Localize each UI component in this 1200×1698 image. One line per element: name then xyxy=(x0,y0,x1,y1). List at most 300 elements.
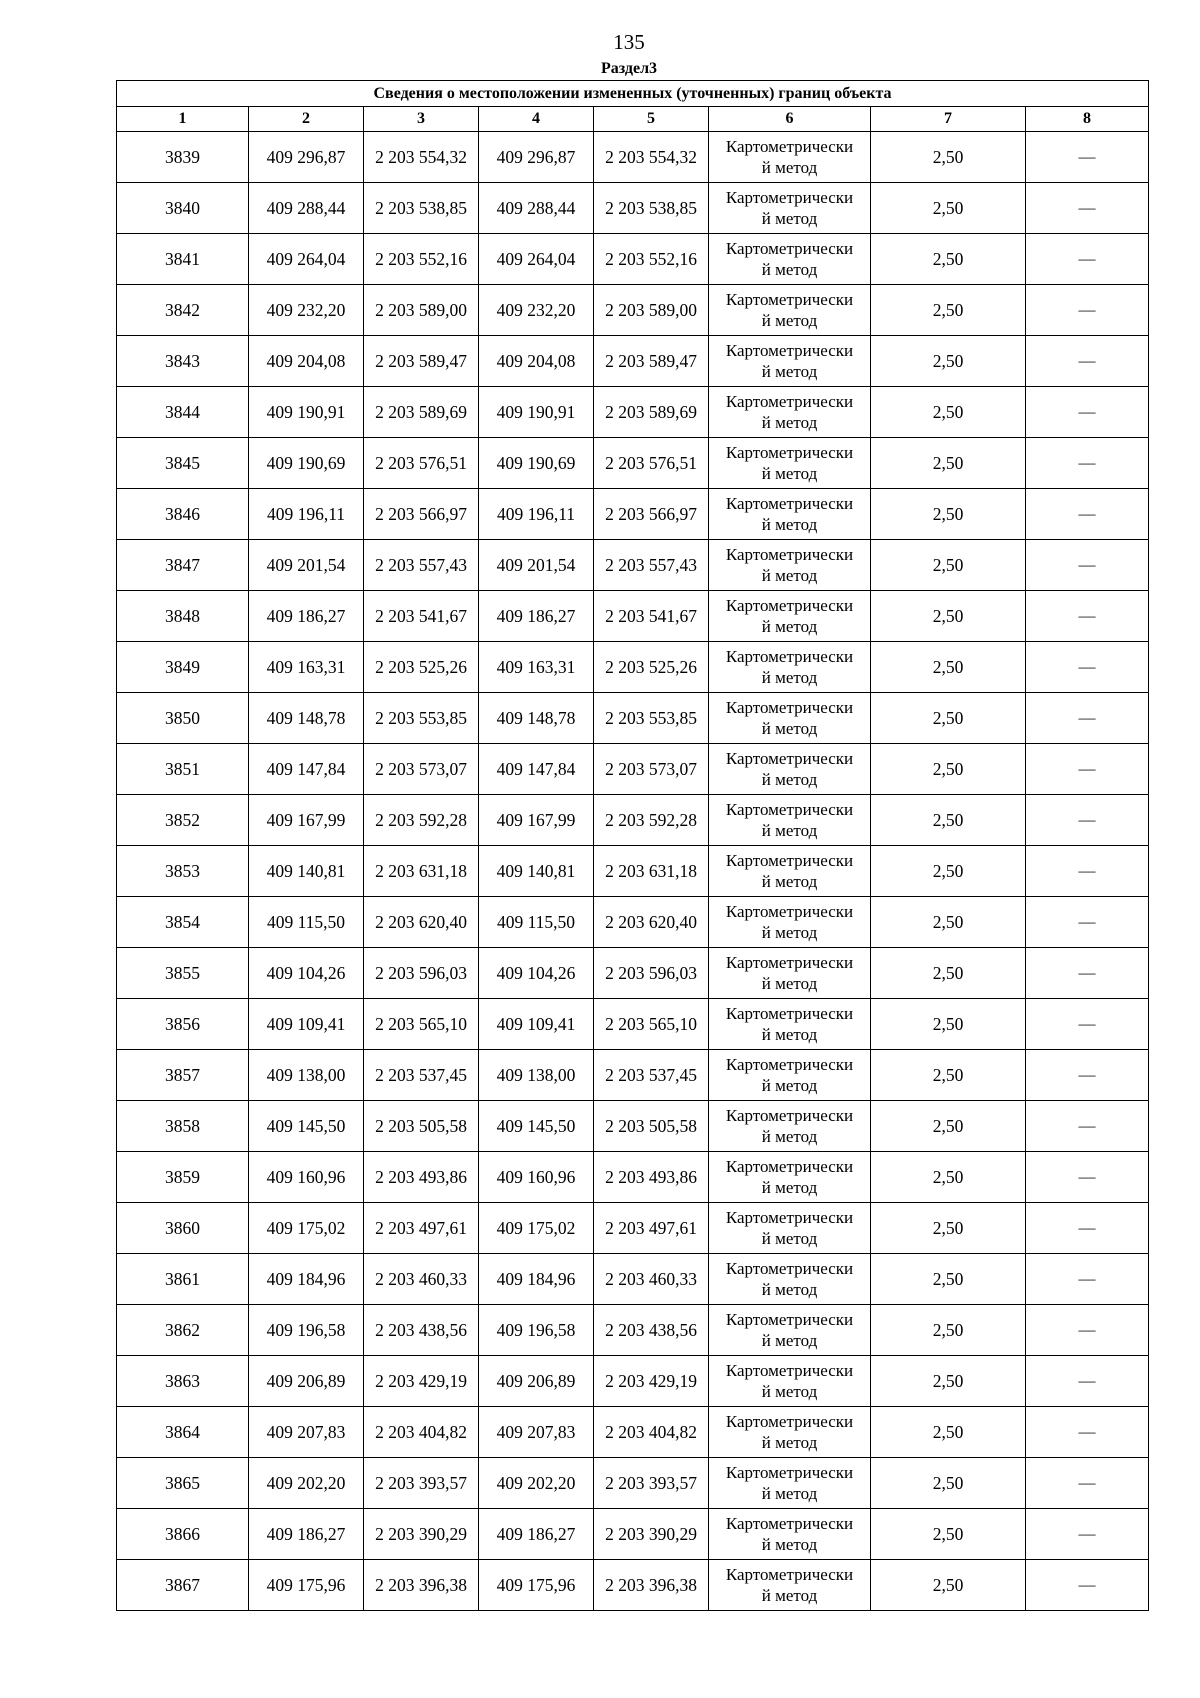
accuracy-cell: 2,50 xyxy=(871,285,1026,336)
point-number-cell: 3856 xyxy=(117,999,249,1050)
accuracy-cell: 2,50 xyxy=(871,1050,1026,1101)
method-line-2: й метод xyxy=(761,821,818,840)
table-row xyxy=(117,744,1149,795)
y-refined-cell: 2 203 592,28 xyxy=(594,795,709,846)
method-line-2: й метод xyxy=(761,617,818,636)
y-existing-cell: 2 203 631,18 xyxy=(364,846,479,897)
table-row xyxy=(117,897,1149,948)
point-number-cell: 3863 xyxy=(117,1356,249,1407)
column-number: 2 xyxy=(249,107,364,132)
y-refined-cell: 2 203 589,00 xyxy=(594,285,709,336)
point-number-cell: 3854 xyxy=(117,897,249,948)
method-cell xyxy=(709,591,871,642)
x-refined-cell: 409 175,96 xyxy=(479,1560,594,1611)
y-existing-cell: 2 203 573,07 xyxy=(364,744,479,795)
point-number-cell: 3839 xyxy=(117,132,249,183)
y-existing-cell: 2 203 565,10 xyxy=(364,999,479,1050)
note-cell: — xyxy=(1026,642,1149,693)
x-existing-cell: 409 202,20 xyxy=(249,1458,364,1509)
x-existing-cell: 409 232,20 xyxy=(249,285,364,336)
note-cell: — xyxy=(1026,1356,1149,1407)
column-number: 6 xyxy=(709,107,871,132)
note-cell: — xyxy=(1026,744,1149,795)
method-line-1: Картометрически xyxy=(725,341,854,360)
note-cell: — xyxy=(1026,897,1149,948)
method-line-2: й метод xyxy=(761,464,818,483)
method-cell xyxy=(709,489,871,540)
x-refined-cell: 409 296,87 xyxy=(479,132,594,183)
column-number: 7 xyxy=(871,107,1026,132)
note-cell: — xyxy=(1026,948,1149,999)
x-existing-cell: 409 167,99 xyxy=(249,795,364,846)
method-line-2: й метод xyxy=(761,872,818,891)
y-existing-cell: 2 203 552,16 xyxy=(364,234,479,285)
y-refined-cell: 2 203 438,56 xyxy=(594,1305,709,1356)
y-refined-cell: 2 203 460,33 xyxy=(594,1254,709,1305)
method-line-2: й метод xyxy=(761,1076,818,1095)
method-cell xyxy=(709,540,871,591)
method-line-1: Картометрически xyxy=(725,902,854,921)
accuracy-cell: 2,50 xyxy=(871,1356,1026,1407)
method-line-2: й метод xyxy=(761,668,818,687)
method-line-1: Картометрически xyxy=(725,1055,854,1074)
point-number-cell: 3840 xyxy=(117,183,249,234)
method-cell xyxy=(709,438,871,489)
note-cell: — xyxy=(1026,1050,1149,1101)
accuracy-cell: 2,50 xyxy=(871,795,1026,846)
method-line-1: Картометрически xyxy=(725,1004,854,1023)
note-cell: — xyxy=(1026,234,1149,285)
y-existing-cell: 2 203 438,56 xyxy=(364,1305,479,1356)
accuracy-cell: 2,50 xyxy=(871,387,1026,438)
table-row xyxy=(117,795,1149,846)
accuracy-cell: 2,50 xyxy=(871,744,1026,795)
x-existing-cell: 409 115,50 xyxy=(249,897,364,948)
y-existing-cell: 2 203 537,45 xyxy=(364,1050,479,1101)
table-row xyxy=(117,1101,1149,1152)
accuracy-cell: 2,50 xyxy=(871,693,1026,744)
method-line-2: й метод xyxy=(761,719,818,738)
x-refined-cell: 409 288,44 xyxy=(479,183,594,234)
method-cell xyxy=(709,387,871,438)
accuracy-cell: 2,50 xyxy=(871,234,1026,285)
table-row xyxy=(117,1152,1149,1203)
table-row xyxy=(117,1305,1149,1356)
x-refined-cell: 409 163,31 xyxy=(479,642,594,693)
method-line-2: й метод xyxy=(761,311,818,330)
y-refined-cell: 2 203 493,86 xyxy=(594,1152,709,1203)
note-cell: — xyxy=(1026,336,1149,387)
accuracy-cell: 2,50 xyxy=(871,438,1026,489)
table-row xyxy=(117,591,1149,642)
y-existing-cell: 2 203 538,85 xyxy=(364,183,479,234)
note-cell: — xyxy=(1026,1560,1149,1611)
x-refined-cell: 409 175,02 xyxy=(479,1203,594,1254)
accuracy-cell: 2,50 xyxy=(871,183,1026,234)
x-refined-cell: 409 186,27 xyxy=(479,1509,594,1560)
method-line-2: й метод xyxy=(761,515,818,534)
note-cell: — xyxy=(1026,999,1149,1050)
x-refined-cell: 409 148,78 xyxy=(479,693,594,744)
y-refined-cell: 2 203 396,38 xyxy=(594,1560,709,1611)
x-existing-cell: 409 196,58 xyxy=(249,1305,364,1356)
x-existing-cell: 409 163,31 xyxy=(249,642,364,693)
column-number: 3 xyxy=(364,107,479,132)
method-line-2: й метод xyxy=(761,1331,818,1350)
point-number-cell: 3859 xyxy=(117,1152,249,1203)
boundary-coordinates-table xyxy=(116,80,1149,1611)
table-row xyxy=(117,1509,1149,1560)
table-row xyxy=(117,1203,1149,1254)
y-refined-cell: 2 203 393,57 xyxy=(594,1458,709,1509)
x-existing-cell: 409 204,08 xyxy=(249,336,364,387)
method-line-2: й метод xyxy=(761,1280,818,1299)
note-cell: — xyxy=(1026,1254,1149,1305)
x-existing-cell: 409 288,44 xyxy=(249,183,364,234)
method-line-1: Картометрически xyxy=(725,1157,854,1176)
x-existing-cell: 409 145,50 xyxy=(249,1101,364,1152)
y-refined-cell: 2 203 631,18 xyxy=(594,846,709,897)
x-existing-cell: 409 148,78 xyxy=(249,693,364,744)
note-cell: — xyxy=(1026,540,1149,591)
method-line-1: Картометрически xyxy=(725,647,854,666)
method-cell xyxy=(709,1509,871,1560)
y-existing-cell: 2 203 620,40 xyxy=(364,897,479,948)
x-refined-cell: 409 196,11 xyxy=(479,489,594,540)
point-number-cell: 3844 xyxy=(117,387,249,438)
method-line-1: Картометрически xyxy=(725,1106,854,1125)
y-existing-cell: 2 203 589,47 xyxy=(364,336,479,387)
table-row xyxy=(117,1050,1149,1101)
x-refined-cell: 409 186,27 xyxy=(479,591,594,642)
method-cell xyxy=(709,285,871,336)
accuracy-cell: 2,50 xyxy=(871,642,1026,693)
note-cell: — xyxy=(1026,183,1149,234)
x-refined-cell: 409 201,54 xyxy=(479,540,594,591)
accuracy-cell: 2,50 xyxy=(871,1101,1026,1152)
column-number: 5 xyxy=(594,107,709,132)
note-cell: — xyxy=(1026,1458,1149,1509)
method-line-1: Картометрически xyxy=(725,1514,854,1533)
x-existing-cell: 409 184,96 xyxy=(249,1254,364,1305)
table-row xyxy=(117,693,1149,744)
y-existing-cell: 2 203 497,61 xyxy=(364,1203,479,1254)
x-existing-cell: 409 201,54 xyxy=(249,540,364,591)
method-line-1: Картометрически xyxy=(725,953,854,972)
table-row xyxy=(117,846,1149,897)
x-refined-cell: 409 160,96 xyxy=(479,1152,594,1203)
table-row xyxy=(117,285,1149,336)
method-line-2: й метод xyxy=(761,1535,818,1554)
point-number-cell: 3852 xyxy=(117,795,249,846)
point-number-cell: 3857 xyxy=(117,1050,249,1101)
note-cell: — xyxy=(1026,795,1149,846)
table-row xyxy=(117,132,1149,183)
x-existing-cell: 409 186,27 xyxy=(249,591,364,642)
note-cell: — xyxy=(1026,132,1149,183)
accuracy-cell: 2,50 xyxy=(871,999,1026,1050)
point-number-cell: 3865 xyxy=(117,1458,249,1509)
method-cell xyxy=(709,693,871,744)
method-cell xyxy=(709,795,871,846)
x-refined-cell: 409 104,26 xyxy=(479,948,594,999)
x-existing-cell: 409 190,91 xyxy=(249,387,364,438)
point-number-cell: 3858 xyxy=(117,1101,249,1152)
method-line-1: Картометрически xyxy=(725,1259,854,1278)
x-refined-cell: 409 196,58 xyxy=(479,1305,594,1356)
note-cell: — xyxy=(1026,1203,1149,1254)
method-cell xyxy=(709,1560,871,1611)
x-refined-cell: 409 206,89 xyxy=(479,1356,594,1407)
method-cell xyxy=(709,999,871,1050)
note-cell: — xyxy=(1026,1305,1149,1356)
x-existing-cell: 409 175,96 xyxy=(249,1560,364,1611)
accuracy-cell: 2,50 xyxy=(871,336,1026,387)
method-line-1: Картометрически xyxy=(725,1565,854,1584)
accuracy-cell: 2,50 xyxy=(871,1152,1026,1203)
method-cell xyxy=(709,183,871,234)
y-existing-cell: 2 203 553,85 xyxy=(364,693,479,744)
y-existing-cell: 2 203 393,57 xyxy=(364,1458,479,1509)
method-cell xyxy=(709,1254,871,1305)
x-refined-cell: 409 140,81 xyxy=(479,846,594,897)
y-refined-cell: 2 203 573,07 xyxy=(594,744,709,795)
x-refined-cell: 409 138,00 xyxy=(479,1050,594,1101)
point-number-cell: 3842 xyxy=(117,285,249,336)
column-number: 8 xyxy=(1026,107,1149,132)
point-number-cell: 3849 xyxy=(117,642,249,693)
table-row xyxy=(117,438,1149,489)
x-existing-cell: 409 186,27 xyxy=(249,1509,364,1560)
accuracy-cell: 2,50 xyxy=(871,1407,1026,1458)
x-existing-cell: 409 175,02 xyxy=(249,1203,364,1254)
x-refined-cell: 409 145,50 xyxy=(479,1101,594,1152)
point-number-cell: 3843 xyxy=(117,336,249,387)
x-refined-cell: 409 190,91 xyxy=(479,387,594,438)
method-line-2: й метод xyxy=(761,1433,818,1452)
table-caption-row xyxy=(117,81,1149,107)
x-refined-cell: 409 167,99 xyxy=(479,795,594,846)
table-row xyxy=(117,1458,1149,1509)
y-existing-cell: 2 203 460,33 xyxy=(364,1254,479,1305)
y-refined-cell: 2 203 589,47 xyxy=(594,336,709,387)
point-number-cell: 3862 xyxy=(117,1305,249,1356)
note-cell: — xyxy=(1026,1101,1149,1152)
point-number-cell: 3855 xyxy=(117,948,249,999)
method-line-1: Картометрически xyxy=(725,1361,854,1380)
method-cell xyxy=(709,642,871,693)
y-refined-cell: 2 203 589,69 xyxy=(594,387,709,438)
y-refined-cell: 2 203 541,67 xyxy=(594,591,709,642)
y-existing-cell: 2 203 576,51 xyxy=(364,438,479,489)
accuracy-cell: 2,50 xyxy=(871,489,1026,540)
x-existing-cell: 409 207,83 xyxy=(249,1407,364,1458)
method-cell xyxy=(709,1305,871,1356)
page-number: 135 xyxy=(613,30,645,54)
x-existing-cell: 409 190,69 xyxy=(249,438,364,489)
method-line-2: й метод xyxy=(761,1025,818,1044)
accuracy-cell: 2,50 xyxy=(871,1509,1026,1560)
y-refined-cell: 2 203 565,10 xyxy=(594,999,709,1050)
accuracy-cell: 2,50 xyxy=(871,132,1026,183)
y-refined-cell: 2 203 557,43 xyxy=(594,540,709,591)
y-refined-cell: 2 203 390,29 xyxy=(594,1509,709,1560)
method-cell xyxy=(709,1458,871,1509)
x-existing-cell: 409 196,11 xyxy=(249,489,364,540)
method-cell xyxy=(709,744,871,795)
method-line-1: Картометрически xyxy=(725,800,854,819)
y-existing-cell: 2 203 396,38 xyxy=(364,1560,479,1611)
y-existing-cell: 2 203 592,28 xyxy=(364,795,479,846)
x-refined-cell: 409 232,20 xyxy=(479,285,594,336)
method-line-1: Картометрически xyxy=(725,443,854,462)
table-row xyxy=(117,336,1149,387)
y-existing-cell: 2 203 566,97 xyxy=(364,489,479,540)
point-number-cell: 3851 xyxy=(117,744,249,795)
note-cell: — xyxy=(1026,438,1149,489)
x-refined-cell: 409 264,04 xyxy=(479,234,594,285)
method-line-2: й метод xyxy=(761,1484,818,1503)
method-line-2: й метод xyxy=(761,1382,818,1401)
method-line-1: Картометрически xyxy=(725,137,854,156)
method-line-1: Картометрически xyxy=(725,596,854,615)
y-refined-cell: 2 203 505,58 xyxy=(594,1101,709,1152)
y-refined-cell: 2 203 429,19 xyxy=(594,1356,709,1407)
table-row xyxy=(117,540,1149,591)
y-existing-cell: 2 203 390,29 xyxy=(364,1509,479,1560)
method-line-2: й метод xyxy=(761,566,818,585)
y-existing-cell: 2 203 525,26 xyxy=(364,642,479,693)
method-line-1: Картометрически xyxy=(725,698,854,717)
x-existing-cell: 409 138,00 xyxy=(249,1050,364,1101)
y-existing-cell: 2 203 493,86 xyxy=(364,1152,479,1203)
x-refined-cell: 409 184,96 xyxy=(479,1254,594,1305)
accuracy-cell: 2,50 xyxy=(871,540,1026,591)
table-body xyxy=(117,132,1149,1611)
method-line-2: й метод xyxy=(761,974,818,993)
method-line-2: й метод xyxy=(761,1586,818,1605)
method-line-1: Картометрически xyxy=(725,392,854,411)
method-line-1: Картометрически xyxy=(725,1412,854,1431)
x-existing-cell: 409 104,26 xyxy=(249,948,364,999)
y-refined-cell: 2 203 537,45 xyxy=(594,1050,709,1101)
x-refined-cell: 409 204,08 xyxy=(479,336,594,387)
y-refined-cell: 2 203 596,03 xyxy=(594,948,709,999)
y-existing-cell: 2 203 429,19 xyxy=(364,1356,479,1407)
method-line-1: Картометрически xyxy=(725,290,854,309)
table-row xyxy=(117,1407,1149,1458)
method-cell xyxy=(709,1356,871,1407)
method-cell xyxy=(709,1101,871,1152)
point-number-cell: 3867 xyxy=(117,1560,249,1611)
accuracy-cell: 2,50 xyxy=(871,948,1026,999)
method-line-1: Картометрически xyxy=(725,851,854,870)
method-cell xyxy=(709,336,871,387)
method-line-1: Картометрически xyxy=(725,1463,854,1482)
y-existing-cell: 2 203 505,58 xyxy=(364,1101,479,1152)
point-number-cell: 3848 xyxy=(117,591,249,642)
accuracy-cell: 2,50 xyxy=(871,846,1026,897)
accuracy-cell: 2,50 xyxy=(871,1305,1026,1356)
note-cell: — xyxy=(1026,1152,1149,1203)
x-refined-cell: 409 147,84 xyxy=(479,744,594,795)
table-row xyxy=(117,387,1149,438)
method-line-1: Картометрически xyxy=(725,1208,854,1227)
method-cell xyxy=(709,897,871,948)
table-row xyxy=(117,999,1149,1050)
note-cell: — xyxy=(1026,285,1149,336)
method-cell xyxy=(709,132,871,183)
y-refined-cell: 2 203 552,16 xyxy=(594,234,709,285)
table-row xyxy=(117,642,1149,693)
method-line-1: Картометрически xyxy=(725,545,854,564)
x-existing-cell: 409 206,89 xyxy=(249,1356,364,1407)
y-refined-cell: 2 203 525,26 xyxy=(594,642,709,693)
y-existing-cell: 2 203 596,03 xyxy=(364,948,479,999)
method-line-1: Картометрически xyxy=(725,494,854,513)
method-line-2: й метод xyxy=(761,413,818,432)
accuracy-cell: 2,50 xyxy=(871,1203,1026,1254)
method-line-2: й метод xyxy=(761,1178,818,1197)
table-row xyxy=(117,234,1149,285)
note-cell: — xyxy=(1026,489,1149,540)
accuracy-cell: 2,50 xyxy=(871,591,1026,642)
method-cell xyxy=(709,1407,871,1458)
y-existing-cell: 2 203 404,82 xyxy=(364,1407,479,1458)
method-line-2: й метод xyxy=(761,1229,818,1248)
y-refined-cell: 2 203 538,85 xyxy=(594,183,709,234)
method-cell xyxy=(709,948,871,999)
x-refined-cell: 409 115,50 xyxy=(479,897,594,948)
point-number-cell: 3864 xyxy=(117,1407,249,1458)
column-number: 1 xyxy=(117,107,249,132)
table-row xyxy=(117,1254,1149,1305)
point-number-cell: 3845 xyxy=(117,438,249,489)
method-cell xyxy=(709,1203,871,1254)
table-row xyxy=(117,1356,1149,1407)
note-cell: — xyxy=(1026,1407,1149,1458)
accuracy-cell: 2,50 xyxy=(871,897,1026,948)
x-refined-cell: 409 207,83 xyxy=(479,1407,594,1458)
method-line-1: Картометрически xyxy=(725,1310,854,1329)
x-refined-cell: 409 109,41 xyxy=(479,999,594,1050)
method-line-2: й метод xyxy=(761,260,818,279)
method-line-2: й метод xyxy=(761,209,818,228)
y-refined-cell: 2 203 576,51 xyxy=(594,438,709,489)
note-cell: — xyxy=(1026,387,1149,438)
y-existing-cell: 2 203 554,32 xyxy=(364,132,479,183)
method-line-2: й метод xyxy=(761,362,818,381)
method-line-1: Картометрически xyxy=(725,239,854,258)
point-number-cell: 3853 xyxy=(117,846,249,897)
point-number-cell: 3866 xyxy=(117,1509,249,1560)
x-existing-cell: 409 147,84 xyxy=(249,744,364,795)
y-existing-cell: 2 203 589,00 xyxy=(364,285,479,336)
y-refined-cell: 2 203 566,97 xyxy=(594,489,709,540)
x-refined-cell: 409 190,69 xyxy=(479,438,594,489)
point-number-cell: 3847 xyxy=(117,540,249,591)
table-row xyxy=(117,1560,1149,1611)
table-row xyxy=(117,948,1149,999)
method-line-1: Картометрически xyxy=(725,749,854,768)
x-existing-cell: 409 264,04 xyxy=(249,234,364,285)
table-caption: Сведения о местоположении измененных (уточненных) границ объекта xyxy=(117,81,1149,107)
note-cell: — xyxy=(1026,591,1149,642)
accuracy-cell: 2,50 xyxy=(871,1560,1026,1611)
x-existing-cell: 409 296,87 xyxy=(249,132,364,183)
table-row xyxy=(117,183,1149,234)
note-cell: — xyxy=(1026,846,1149,897)
